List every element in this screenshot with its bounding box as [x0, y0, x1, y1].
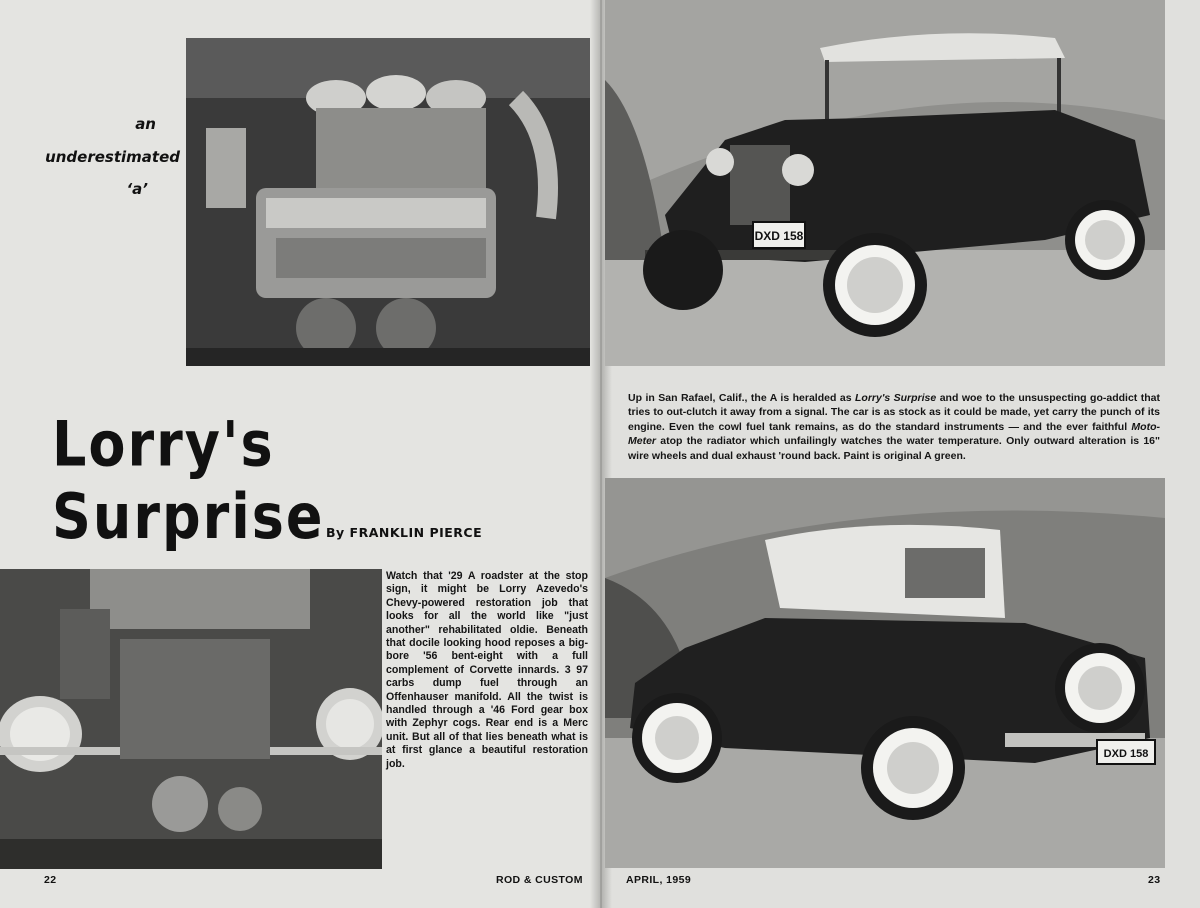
kicker-line-2: underestimated — [45, 148, 180, 166]
engine-photo-bottom — [0, 569, 382, 869]
page-number-right: 23 — [1148, 874, 1161, 886]
engine-photo-top — [186, 38, 590, 366]
magazine-name: ROD & CUSTOM — [496, 874, 583, 886]
issue-date: APRIL, 1959 — [626, 874, 692, 886]
photo-caption: Up in San Rafael, Calif., the A is heralded as Lorry's Surprise and woe to the unsuspecting go-addict that tries to out-clutch it away from a signal. The car is as stock as it could be made, yet carry the punch of its engine. Even the cowl fuel tank remains, as do the standard instruments — and the ever faithful Moto-Meter atop the radiator which unfailingly watches the water temperature. Only outward alteration is 16" wire wheels and dual exhaust 'round back. Paint is original A green. — [628, 392, 1160, 462]
license-plate-front: DXD 158 — [754, 229, 804, 243]
roadster-photo-rear — [605, 478, 1165, 868]
kicker-line-1: an — [135, 115, 156, 133]
page-number-left: 22 — [44, 874, 57, 886]
license-plate-rear: DXD 158 — [1103, 748, 1149, 760]
byline: By FRANKLIN PIERCE — [326, 525, 483, 540]
roadster-photo-front — [605, 0, 1165, 366]
article-headline: Lorry's Surprise — [52, 408, 325, 553]
kicker-line-3: ‘a’ — [126, 180, 148, 198]
article-body-text: Watch that '29 A roadster at the stop sign, it might be Lorry Azevedo's Chevy-powered restoration job that looks for all the world like "just another" rehabilitated oldie. Beneath that docile looking hood reposes a big-bore '56 bent-eight with a full complement of Corvette innards. 3 97 carbs dump fuel through an Offenhauser manifold. All the twist is handled through a '46 Ford gear box with Zephyr cogs. Rear end is a Merc unit. But all of that lies beneath what is at first glance a beautiful restoration job. — [386, 570, 588, 770]
